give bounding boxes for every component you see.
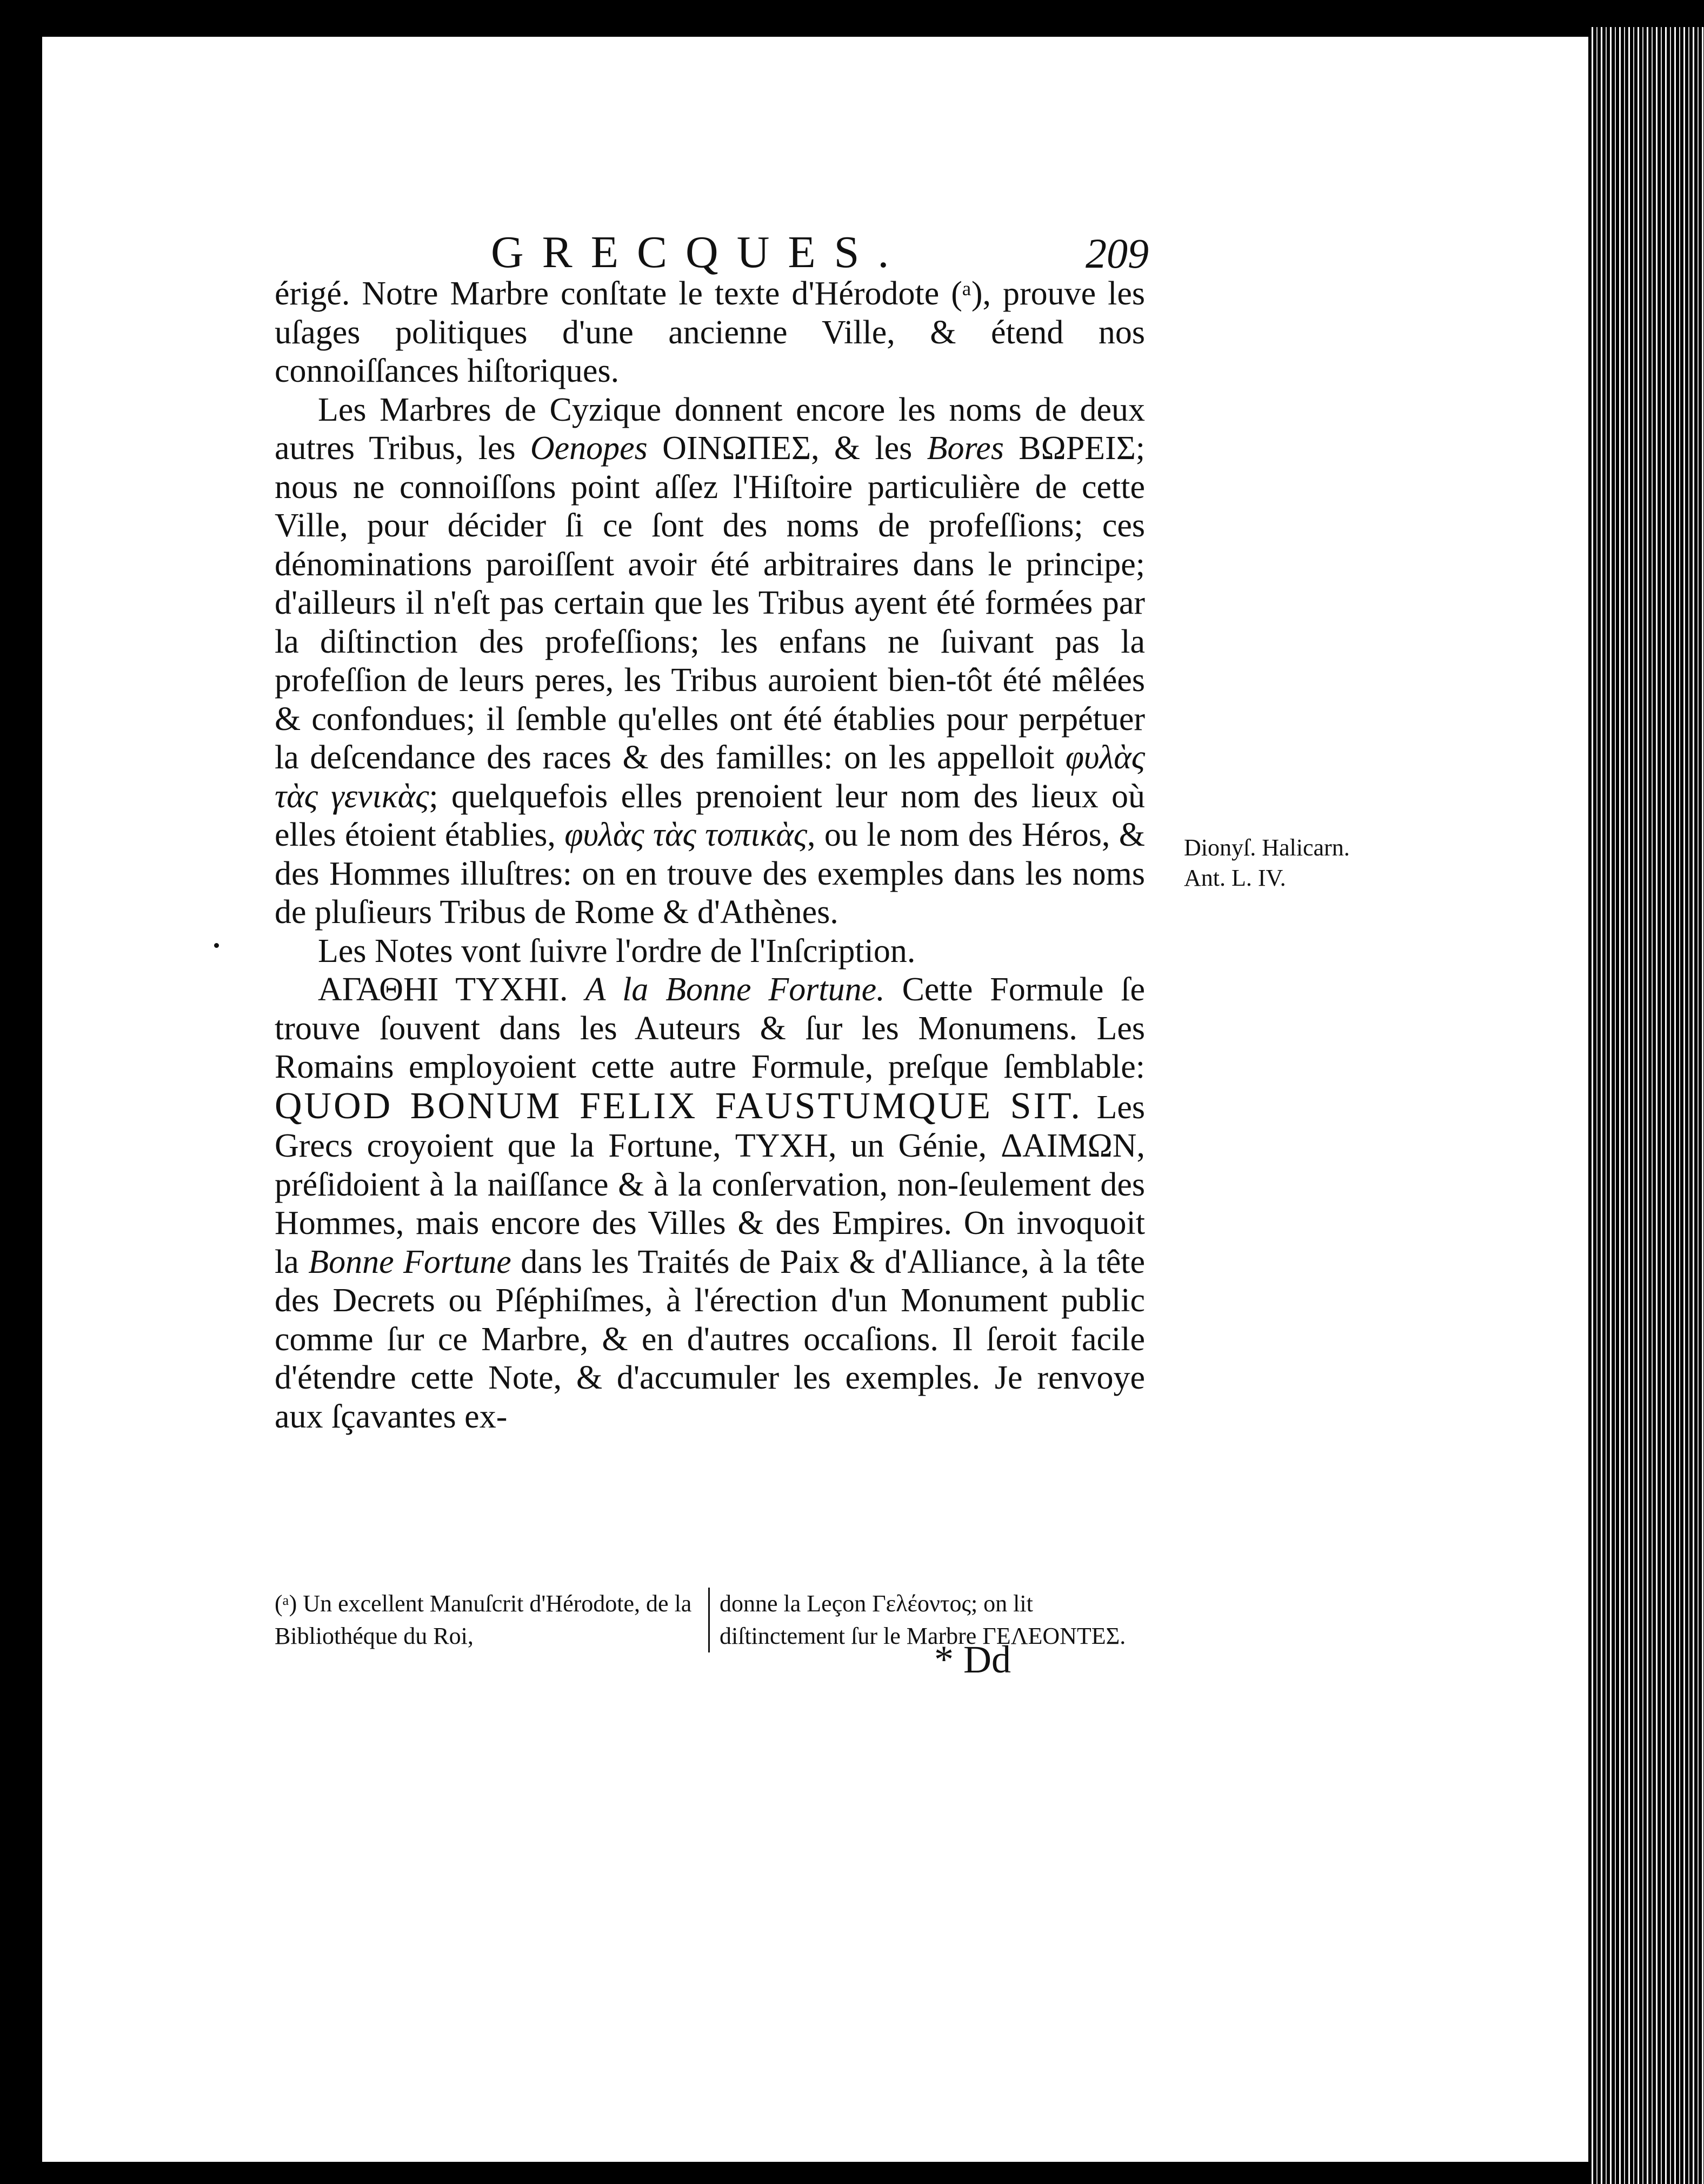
ink-speck [214, 943, 219, 948]
text-run: ΒΩΡΕΙΣ; nous ne connoiſſons point aſſez l'Hiſtoire particulière de cette Ville, pour décider ſi ce ſont des noms de profeſſions; ces dénominations paroiſſent avoir été arbitraires dans le principe; d'ailleurs il n'eſt pas certain que les Tribus ayent été formées par la diſtinction des profeſſions; les enfans ne ſuivant pas la profeſſion de leurs peres, les Tribus auroient bien-tôt été mêlées & confondues; il ſemble qu'elles ont été établies pour perpétuer la deſcendance des races & des familles: on les appelloit [275, 430, 1146, 776]
margin-note: Dionyſ. Halicarn. Ant. L. IV. [1184, 834, 1350, 891]
text-run: dans les Traités de Paix & d'Alliance, à la tête des Decrets ou Pſéphiſmes, à l'érection d'un Monument public comme ſur ce Marbre, & en d'autres occaſions. Il ſeroit facile d'étendre cette Note, & d'accumuler les exemples. Je renvoye aux ſçavantes ex- [275, 1243, 1146, 1435]
text-run: Cette Formule ſe trouve ſouvent dans les Auteurs & ſur les Monumens. Les Romains employoient cette autre Formule, preſque ſemblable: [275, 971, 1146, 1085]
text-run: , ou le nom des Héros, & des Hommes illuſtres: on en trouve des exemples dans les noms de pluſieurs Tribus de Rome & d'Athènes. [275, 816, 1145, 931]
latin-formula: QUOD BONUM FELIX FAUSTUMQUE SIT. [275, 1085, 1082, 1127]
running-title: GRECQUES. [491, 227, 908, 277]
greek-phrase-topikas: φυλὰς τὰς τοπικὰς [564, 816, 808, 853]
italic-term-bonne-fortune: Bonne Fortune [308, 1243, 511, 1280]
signature-mark: * Dd [934, 1638, 1011, 1681]
main-text [275, 275, 1145, 1436]
paragraph-4 [275, 971, 1145, 1436]
text-run: ; quelquefois elles prenoient leur nom des lieux où elles étoient établies, [275, 778, 1145, 853]
footnote-right: donne la Leçon Γελέοντος; on lit diſtinctement ſur le Marbre ΓΕΛΕΟΝΤΕΣ. [720, 1590, 1126, 1649]
italic-term-oenopes: Oenopes [530, 430, 648, 467]
paragraph-2 [275, 391, 1145, 932]
book-page [42, 37, 1588, 2162]
page-number: 209 [1086, 230, 1149, 277]
italic-term-bores: Bores [927, 430, 1004, 467]
paragraph-3: Les Notes vont ſuivre l'ordre de l'Inſcription. [318, 932, 916, 970]
text-run: Les Grecs croyoient que la Fortune, ΤΥΧΗ, un Génie, ΔΑΙΜΩΝ, préſidoient à la naiſſance & à la conſervation, non-ſeulement des Hommes, mais encore des Villes & des Empires. On invoquoit la [275, 1088, 1145, 1280]
greek-phrase-genikas: φυλὰς τὰς γενικὰς [275, 739, 1145, 815]
footnotes [275, 1588, 1145, 1652]
paragraph-1: érigé. Notre Marbre conſtate le texte d'Hérodote (ᵃ), prouve les uſages politiques d'une ancienne Ville, & étend nos connoiſſances hiſtoriques. [275, 275, 1145, 389]
text-run: ΟΙΝΩΠΕΣ, & les [647, 430, 927, 467]
page-edge-shadow [1588, 27, 1704, 2184]
italic-translation: A la Bonne Fortune. [585, 971, 885, 1008]
greek-heading: ΑΓΑΘΗΙ ΤΥΧΗΙ. [318, 971, 585, 1008]
footnote-left: (ᵃ) Un excellent Manuſcrit d'Hérodote, de la Bibliothéque du Roi, [275, 1588, 710, 1652]
text-run: Les Marbres de Cyzique donnent encore les noms de deux autres Tribus, les [275, 391, 1145, 467]
